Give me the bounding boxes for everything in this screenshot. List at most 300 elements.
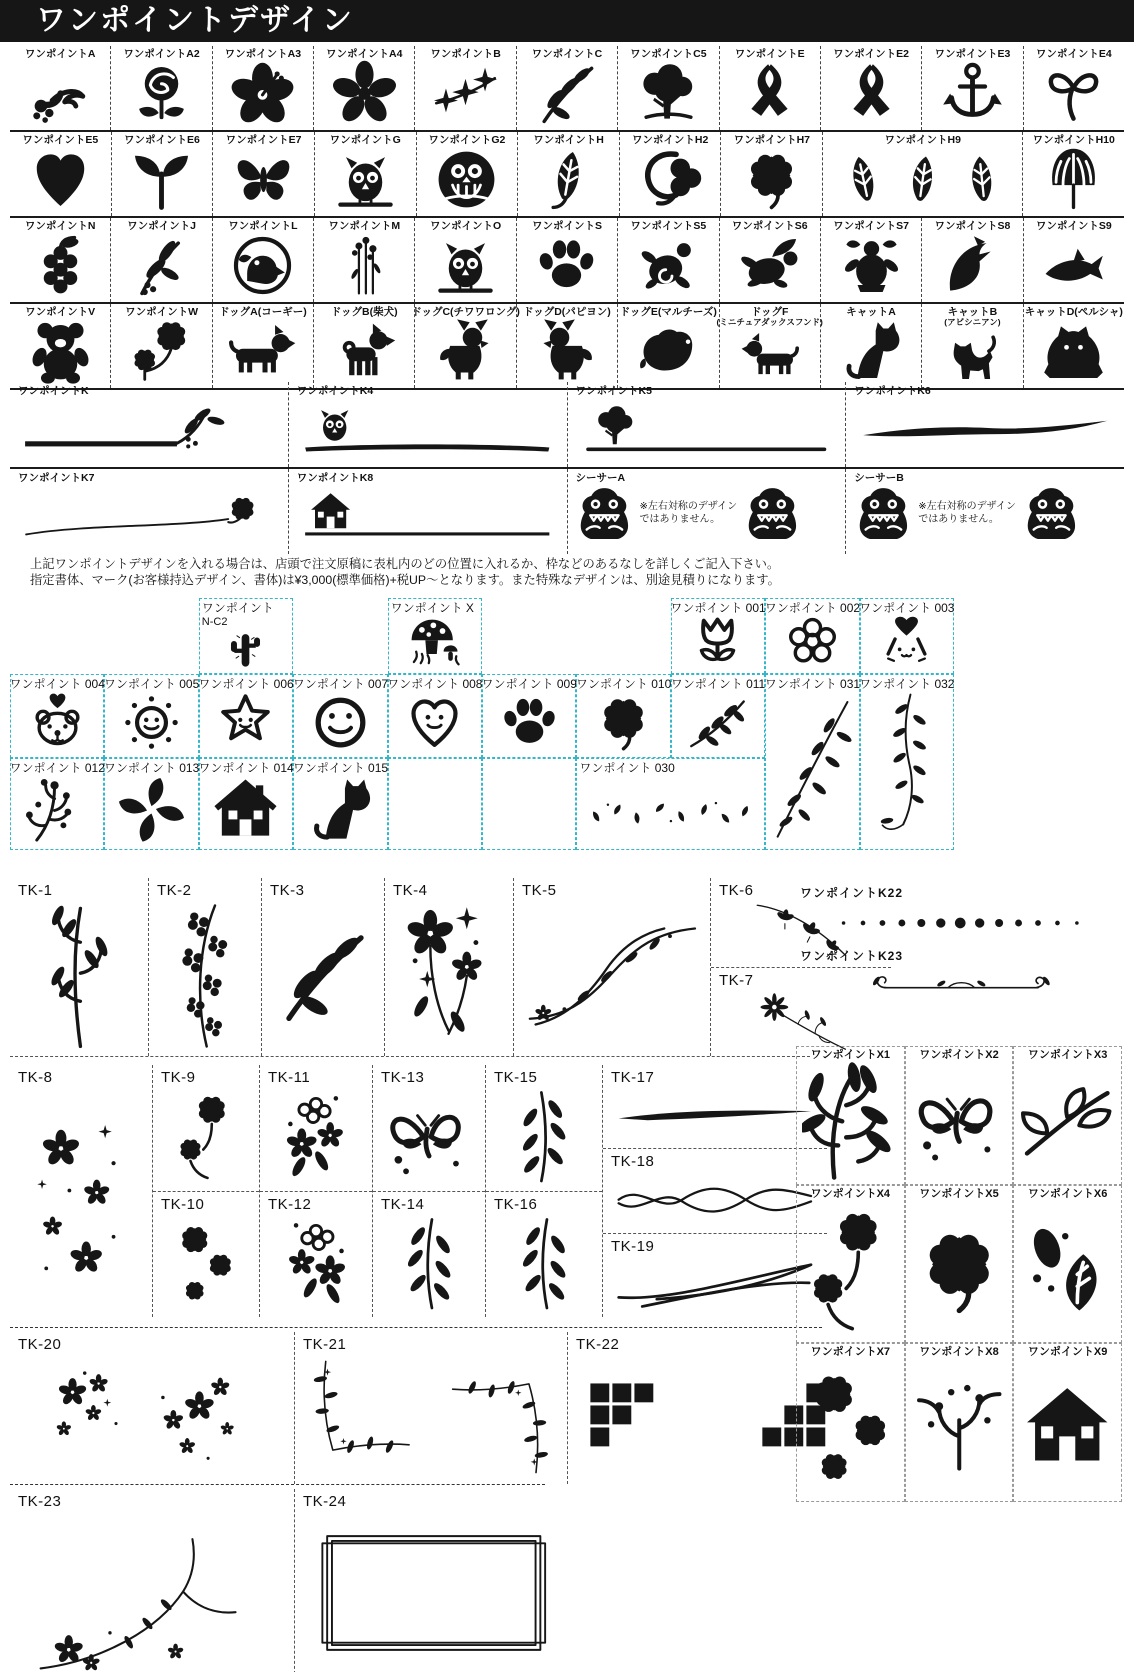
design-cell [921,304,1022,388]
symmetry-note [640,500,738,526]
design-label: TK-18 [611,1153,655,1171]
leaf-swirl-icon [621,146,720,213]
dots-line-icon [800,903,1122,943]
design-grid-wide [10,382,1124,554]
design-label: TK-23 [18,1493,62,1510]
tk-design-subcell [603,1233,827,1317]
tk-design-subcell [260,1191,372,1318]
design-label: ワンポイントX2 [919,1049,999,1061]
design-cell [617,218,718,302]
design-label: ワンポイントH10 [1032,134,1115,146]
design-cell [10,674,104,758]
hibiscus-icon [214,60,312,127]
note-line-1: 上記ワンポイントデザインを入れる場合は、店頭で注文原稿に表札内のどの位置に入れるか、枠などのあるなしを詳しくご記入下さい。 [30,557,780,571]
design-label: ワンポイント 006 [198,677,294,691]
star-face-icon [202,691,290,754]
empty-cell [482,758,576,850]
design-cell [1023,46,1124,130]
design-label: ワンポイントX6 [1027,1187,1108,1200]
branch-doodle-icon [674,691,762,754]
cat-heart-icon [863,615,951,670]
design-label: ワンポイントX5 [919,1187,999,1200]
bear-face-icon [13,691,101,754]
design-cell [110,304,211,388]
tulip-icon [674,615,762,670]
design-label: ワンポイント 030 [579,761,675,775]
design-label: キャットA [846,306,896,318]
monstera-icon [1024,146,1123,213]
tk-branch-icon [18,900,140,1052]
tk-design-subcell [486,1065,602,1191]
design-label: ワンポイント 009 [481,677,577,691]
sprig-icon [494,1087,594,1187]
order-notes [30,556,780,588]
design-cell-wide [567,382,846,467]
tk-design-subcell [486,1191,602,1318]
sea-turtle-icon [721,232,819,299]
ribbon-icon [721,60,819,127]
ribbon-icon [822,60,920,127]
page-title: ワンポイントデザイン [36,4,354,37]
cat-persian-icon [1025,318,1123,385]
tk-blossom-icon [157,900,253,1052]
design-cell [110,46,211,130]
design-cell [617,304,718,388]
design-label: ワンポイントA2 [123,48,200,60]
tk-design-cell [152,1065,259,1317]
dog-maltese-icon [619,318,717,385]
design-cell [1023,304,1124,388]
design-cell [10,758,104,850]
design-label: TK-4 [393,882,428,899]
design-label: シーサーA [575,472,626,484]
heart-face-icon [391,691,479,754]
design-label: ワンポイント 001 [670,601,766,615]
dog-long-icon [214,318,312,385]
owl-branch-icon [316,146,415,213]
design-label: ワンポイントS8 [934,220,1011,232]
design-cell [576,674,670,758]
owl-branch-icon [416,232,514,299]
bow-icon [1025,60,1123,127]
design-label: ドッグE(マルチーズ) [619,306,717,318]
design-cell [212,304,313,388]
sun-face-icon [107,691,195,754]
design-label: ワンポイントE2 [833,48,909,60]
design-label: ワンポイントX7 [810,1346,891,1359]
leaf-icon [519,146,618,213]
design-label: TK-19 [611,1237,655,1255]
design-label: ワンポイントX3 [1027,1049,1108,1061]
design-cell-wide [800,884,1122,943]
design-label: N-C2 [201,616,228,628]
sakura-cluster-icon [18,1087,144,1313]
house-doodle-icon [202,775,290,846]
tk-design-cell [148,878,261,1056]
design-cell [111,132,213,216]
x-leafline-icon [1016,1061,1119,1182]
x-coral-icon [908,1358,1011,1499]
design-cell [516,46,617,130]
smiley-icon [296,691,384,754]
design-label: ワンポイントK4 [296,385,374,397]
design-label: ワンポイントS7 [833,220,909,232]
line-owl-icon [297,397,559,463]
design-label: TK-5 [522,882,557,899]
design-label: TK-3 [270,882,305,899]
design-label: TK-11 [268,1069,311,1086]
anchor-icon [923,60,1021,127]
design-cell [671,674,765,758]
design-label: ドッグB(柴犬) [330,306,398,318]
x-butterfly-icon [381,1087,477,1187]
frame-icon [303,1511,565,1672]
design-label: ワンポイントE5 [22,134,99,146]
design-cell [314,132,416,216]
line-clover-icon [18,484,280,550]
jbranch-icon [112,232,210,299]
design-label: ワンポイントH9 [884,134,961,146]
design-label: ワンポイントK22 [800,886,904,900]
design-cell [765,598,859,674]
shisa-icon [576,484,634,542]
design-label: ワンポイントH7 [733,134,811,146]
design-label: ワンポイント 004 [9,677,105,691]
flower-doodle-icon [768,615,856,670]
design-label: ワンポイントC5 [630,48,707,60]
design-label: ワンポイント 005 [103,677,200,691]
tk-wave-icon [522,900,702,1052]
design-label: ではありません。 [639,514,721,525]
design-label: ワンポイントK [18,385,89,397]
leaf-branch-icon [270,900,376,1052]
design-cell [212,218,313,302]
design-label: TK-10 [161,1195,205,1213]
design-label: ワンポイントM [328,220,401,232]
design-label: ワンポイントA3 [224,48,302,60]
design-cell [820,46,921,130]
sakura-pair-icon [18,1354,286,1480]
dog-circle-icon [214,232,312,299]
design-label: ワンポイントE6 [124,134,200,146]
vine-32-icon [863,691,951,846]
tk-design-cell [261,878,384,1056]
design-label: TK-7 [719,971,754,989]
design-label: ワンポイントK6 [854,385,931,397]
design-cell [517,132,619,216]
tk-design-cell [485,1065,602,1317]
design-label: TK-2 [157,882,192,899]
design-cell [719,46,820,130]
corner-pair-icon [303,1354,559,1480]
design-cell [860,598,954,674]
tk-section [10,878,1124,1672]
vine-31-icon [768,691,856,846]
tk-design-cell [372,1065,485,1317]
sprig-icon [494,1214,594,1314]
design-cell [1023,218,1124,302]
sprig-icon [381,1214,477,1314]
design-label: ワンポイントE3 [934,48,1011,60]
dolphin-icon [1025,232,1123,299]
design-label: TK-14 [381,1195,425,1213]
design-cell [1013,1343,1122,1502]
design-cell [10,218,110,302]
design-label: ドッグF [750,306,789,318]
tk-design-subcell [373,1065,485,1191]
tk-design-cell [10,878,148,1056]
design-label: ワンポイントK8 [296,472,374,484]
design-label: ワンポイント 007 [292,677,389,691]
tk-design-cell [602,1065,827,1317]
design-label: ワンポイントK5 [575,385,652,397]
line-tree-icon [576,397,838,463]
design-label: ワンポイントA4 [326,48,403,60]
design-cell [905,1046,1014,1185]
design-cell [104,758,198,850]
dog-fluffy-icon [416,318,514,385]
leaf-branch-icon [518,60,616,127]
turtle-front-icon [822,232,920,299]
design-label: ワンポイントS6 [731,220,808,232]
design-label: ワンポイント 003 [859,601,955,615]
design-cell [416,132,518,216]
design-cell [716,304,823,388]
design-label: ワンポイントH [533,134,604,146]
design-cell [516,218,617,302]
page-header [0,0,1134,42]
design-cell [104,674,198,758]
design-cell [414,46,515,130]
design-label: ワンポイント 014 [198,761,294,775]
design-label: ワンポイントB [430,48,501,60]
design-label: TK-21 [303,1336,347,1353]
paw-icon [518,232,616,299]
design-label: ワンポイント X [390,601,474,615]
tk-design-cell [10,1065,152,1317]
tk-design-cell [294,1332,567,1484]
design-label: ワンポイント 011 [670,677,766,691]
design-cell [199,674,293,758]
tk-design-subcell [153,1065,259,1191]
swoosh-icon [611,1256,819,1313]
design-label: ワンポイントS5 [630,220,707,232]
blossom-cluster-icon [268,1087,364,1187]
design-label: ドッグA(コーギー) [219,306,307,318]
design-cell-wide [800,947,1122,1006]
design-cell [617,46,718,130]
design-cell [482,674,576,758]
design-label: ワンポイント 032 [859,677,955,691]
line-leaf-icon [18,397,280,463]
tk-design-cell [294,1489,573,1672]
clover-sprig2-icon [161,1214,251,1314]
dog-fluffy-icon [518,318,616,385]
design-cell [313,218,414,302]
design-cell [796,1046,905,1185]
design-cell [411,304,520,388]
design-cell [199,758,293,850]
tk-design-subcell [260,1065,372,1191]
three-leaves-icon [824,146,1021,213]
design-cell-wide [845,469,1124,554]
design-label: TK-1 [18,882,53,899]
design-label: ワンポイントN [24,220,96,232]
sprout-icon [113,146,212,213]
design-cell [212,132,314,216]
clover-icon [908,1200,1011,1341]
clover-sprig-icon [799,1200,902,1341]
tree-icon [619,60,717,127]
design-cell [619,132,721,216]
dog-icon [315,318,413,385]
cat-sit-icon [822,318,920,385]
design-label: ではありません。 [918,514,999,525]
tk-design-subcell [373,1191,485,1318]
design-cell [796,1343,905,1502]
tk-design-subcell [603,1065,827,1148]
paw-icon [485,691,573,754]
design-label: ワンポイント 031 [764,677,861,691]
design-label: (ミニチュアダックスフンド) [716,317,823,327]
sakura-vine-icon [18,1511,286,1672]
design-label: ワンポイントJ [127,220,196,232]
x-design-grid [796,1046,1122,1359]
design-cell [820,304,921,388]
design-label: ワンポイント 015 [292,761,389,775]
design-label: ワンポイントE4 [1035,48,1112,60]
design-cell [388,674,482,758]
design-cell-wide [10,382,288,467]
design-label: ワンポイントX8 [919,1346,999,1359]
design-label: TK-13 [381,1069,425,1086]
design-label: ワンポイントC [531,48,603,60]
design-cell [921,46,1022,130]
design-grid-doodle [10,598,954,850]
design-label: キャットB [947,306,998,318]
design-label: キャットD(ペルシャ) [1024,306,1123,318]
flower5-icon [315,60,413,127]
design-label: ワンポイント 010 [575,677,672,691]
empty-cell [388,758,482,850]
cat-stand-icon [923,327,1021,385]
design-cell [860,674,954,850]
design-cell [905,1185,1014,1344]
design-label: ワンポイントH2 [631,134,709,146]
brush-line-icon [611,1087,819,1144]
design-label: (アビシニアン) [944,317,1001,327]
design-cell [719,218,820,302]
design-label: TK-20 [18,1336,62,1353]
design-cell [671,598,765,674]
clover-pair-icon [112,318,210,385]
note-line-2: 指定書体、マーク(お客様持込デザイン、書体)は¥3,000(標準価格)+税UP〜となります。また特殊なデザインは、別途見積りになります。 [30,573,780,587]
teddy-icon [11,318,109,385]
design-label: ワンポイント 013 [103,761,200,775]
design-cell [921,218,1022,302]
clover-sprig2-icon [799,1358,902,1499]
design-cell-wide [845,382,1124,467]
clover-icon [722,146,821,213]
clover-icon [579,691,667,754]
design-label: ワンポイントW [125,306,198,318]
design-cell [10,304,110,388]
design-label: ※左右対称のデザイン [918,501,1016,512]
design-label: ワンポイント 008 [387,677,483,691]
design-cell [212,46,313,130]
tk-design-subcell [603,1148,827,1232]
tk-design-cell [384,878,513,1056]
blossom-cluster-icon [268,1214,364,1314]
k-line-designs [800,884,1122,1048]
design-label: ワンポイント [201,601,274,615]
ornament-line-icon [800,966,1122,1006]
design-label: ワンポイントX4 [810,1187,891,1200]
design-cell [10,46,110,130]
berry-branch-icon [13,775,101,846]
design-cell [110,218,211,302]
design-grid-main [10,46,1124,390]
rose-icon [112,60,210,127]
design-label: TK-8 [18,1069,53,1086]
dolphin-jump-icon [923,232,1021,299]
mushroom-icon [391,615,479,670]
tk-design-cell [513,878,710,1056]
heart-icon [11,146,110,213]
design-label: ワンポイントX1 [810,1049,891,1061]
design-cell-wide [10,469,288,554]
line-house-icon [297,484,559,550]
tk-design-cell [259,1065,372,1317]
brush-stroke-icon [854,397,1116,463]
dog-long-icon [721,327,819,385]
wave-lines-icon [611,1171,819,1228]
design-cell [313,46,414,130]
design-label: ワンポイントL [228,220,298,232]
tk-design-cell [10,1489,294,1672]
design-label: TK-16 [494,1195,538,1213]
design-cell [822,132,1022,216]
design-label: ※左右対称のデザイン [639,501,738,512]
design-label: TK-9 [161,1069,196,1086]
owl-circle-icon [418,146,517,213]
design-cell [516,304,617,388]
scroll-flower-icon [11,60,109,127]
tk-design-subcell [153,1191,259,1318]
clover-sprig-icon [161,1087,251,1187]
design-label: ワンポイントV [25,306,96,318]
design-label: ワンポイントS [531,220,602,232]
symmetry-note [918,500,1016,526]
design-cell [820,218,921,302]
design-label: ワンポイントK7 [18,472,95,484]
design-cell [796,1185,905,1344]
design-label: ワンポイントK23 [800,949,904,963]
design-label: TK-24 [303,1493,347,1510]
design-label: TK-22 [576,1336,620,1353]
cat-sit-icon [296,775,384,846]
design-cell-wide [288,469,567,554]
stalks-icon [315,232,413,299]
x-butterfly-icon [908,1061,1011,1182]
cactus-icon [202,629,290,670]
design-label: ドッグC(チワワロング) [411,306,520,318]
design-label: TK-6 [719,882,754,899]
design-cell [720,132,822,216]
design-label: ワンポイントA [24,48,96,60]
design-label: TK-17 [611,1069,655,1086]
design-label: ワンポイント 002 [764,601,861,615]
